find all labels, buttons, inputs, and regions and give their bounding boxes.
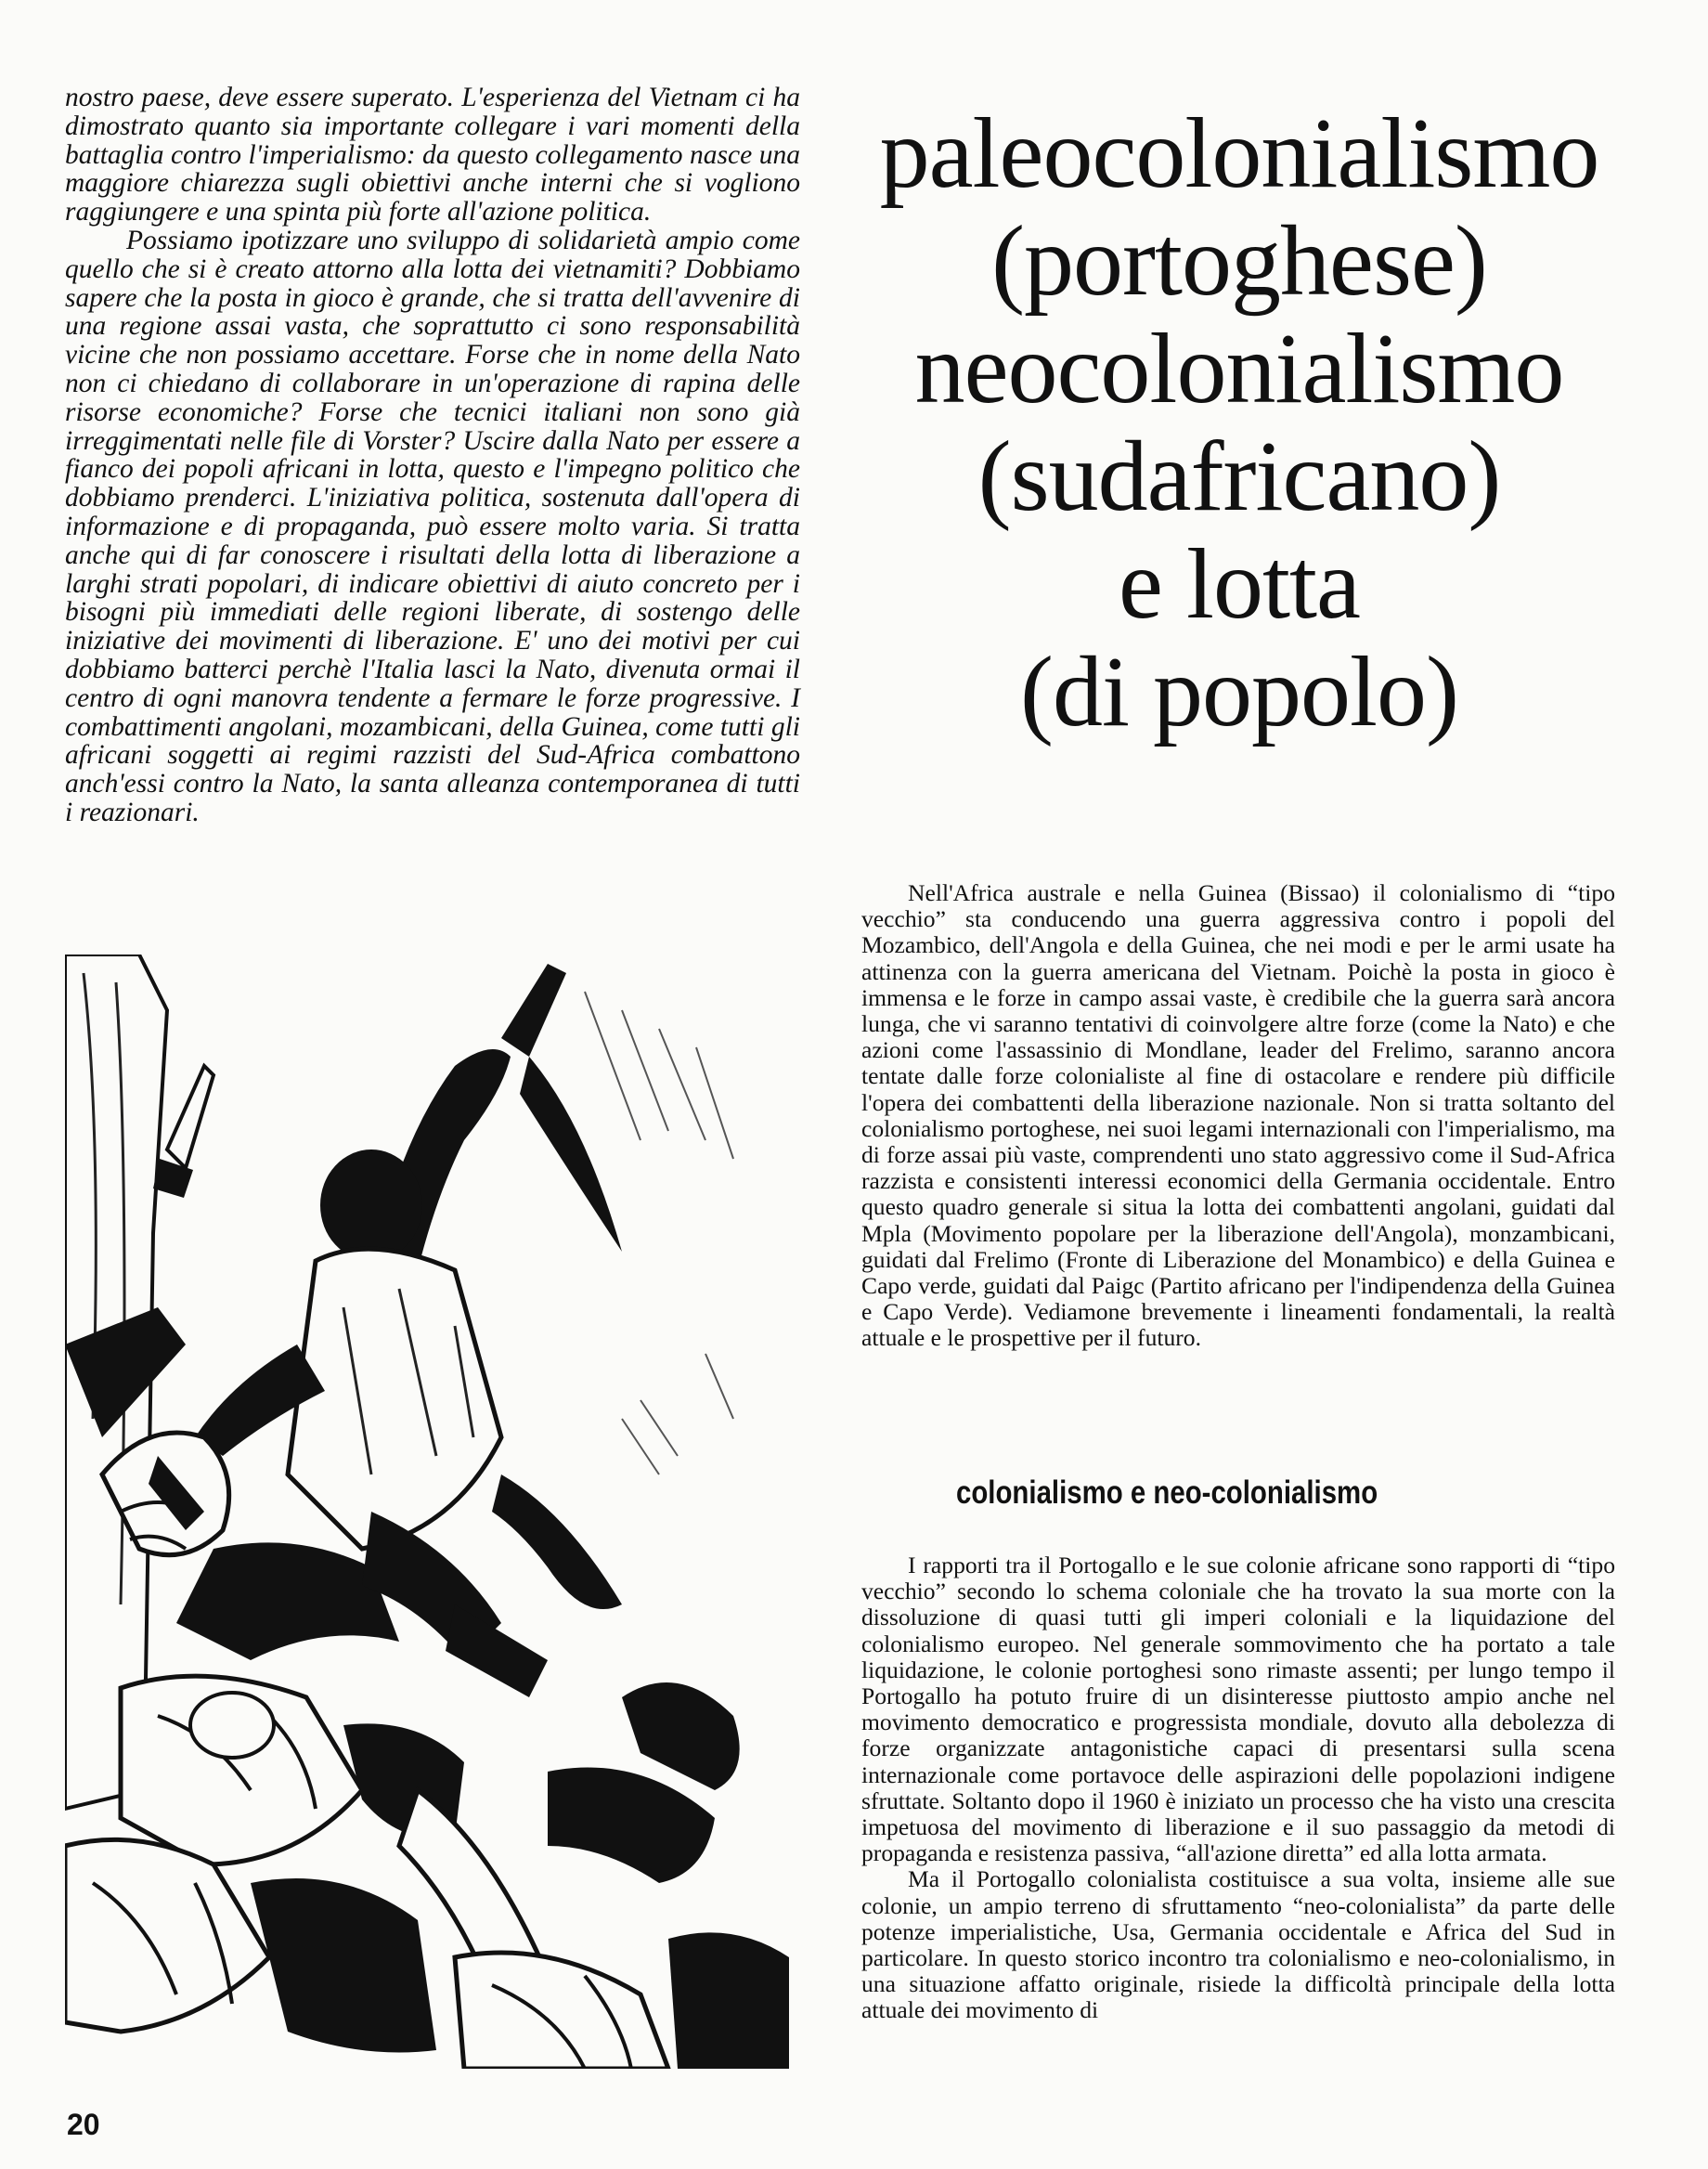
headline-line-3: neocolonialismo bbox=[914, 314, 1564, 424]
left-text-column bbox=[65, 84, 800, 827]
article-headline bbox=[840, 100, 1638, 747]
headline-line-6: (di popolo) bbox=[1020, 637, 1458, 747]
fight-illustration bbox=[65, 955, 789, 2069]
intro-column bbox=[861, 880, 1615, 1352]
left-paragraph-2: Possiamo ipotizzare uno sviluppo di solidarietà ampio come quello che si è creato attorno alla lotta dei vietnamiti? Dobbiamo sapere che la posta in gioco è grande, che si tratta dell'avvenire di una regione assai vasta, che soprattutto ci sono responsabilità vicine che non possiamo accettare. Forse che in nome della Nato non ci chiedano di collaborare in un'operazione di rapina delle risorse economiche? Forse che tecnici italiani non sono già irreggimentati nelle file di Vorster? Uscire dalla Nato per essere a fianco dei popoli africani in lotta, questo e l'impegno politico che dobbiamo prenderci. L'iniziativa politica, sostenuta dall'opera di informazione e di propaganda, può essere molto varia. Si tratta anche qui di far conoscere i risultati della lotta di liberazione a larghi strati popolari, di indicare obiettivi di aiuto concreto per i bisogni più immediati delle regioni liberate, di sostengo delle iniziative dei movimenti di liberazione. E' uno dei motivi per cui dobbiamo batterci perchè l'Italia lasci la Nato, divenuta ormai il centro di ogni manovra tendente a fermare le forze progressive. I combattimenti angolani, mozambicani, della Guinea, come tutti gli africani soggetti ai regimi razzisti del Sud-Africa combattono anch'essi contro la Nato, la santa alleanza contemporanea di tutti i reazionari. bbox=[65, 225, 800, 827]
section-paragraph-2: Ma il Portogallo colonialista costituisce a sua volta, insieme alle sue colonie, un ampio terreno di sfruttamento “neo-colonialista” da parte delle potenze imperialistiche, Usa, Germania occidentale e Africa del Sud in particolare. In questo storico incontro tra colonialismo e neo-colonialismo, in una situazione affatto originale, risiede la difficoltà principale della lotta attuale dei movimento di bbox=[861, 1865, 1615, 2024]
headline-line-2: (portoghese) bbox=[991, 206, 1487, 317]
headline-line-4: (sudafricano) bbox=[977, 422, 1501, 532]
intro-paragraph: Nell'Africa australe e nella Guinea (Bissao) il colonialismo di “tipo vecchio” sta conducendo una guerra aggressiva contro i popoli del Mozambico, dell'Angola e della Guinea, che nei modi e per le armi usate ha attinenza con la guerra americana del Vietnam. Poichè la posta in gioco è immensa e le forze in campo assai vaste, è credibile che la guerra sarà ancora lunga, che vi saranno tentativi di coinvolgere altre forze (come la Nato) e che azioni come l'assassinio di Mondlane, leader del Frelimo, saranno ancora tentate dalle forze colonialiste al fine di ostacolare e rendere più difficile l'opera dei combattenti della liberazione nazionale. Non si tratta soltanto del colonialismo portoghese, nei suoi legami internazionali con l'imperialismo, ma di forze assai più vaste, comprendenti uno stato aggressivo come il Sud-Africa razzista e consistenti interessi economici della Germania occidentale. Entro questo quadro generale si situa la lotta dei combattenti angolani, guidati dal Mpla (Movimento popolare per la liberazione dell'Angola), monzambicani, guidati dal Frelimo (Fronte di Liberazione del Monambico) e della Guinea e Capo verde, guidati dal Paigc (Partito africano per l'indipendenza della Guinea e Capo Verde). Vediamone brevemente i lineamenti fondamentali, la realtà attuale e le prospettive per il futuro. bbox=[861, 879, 1615, 1352]
headline-line-5: e lotta bbox=[1119, 529, 1360, 640]
section-paragraph-1: I rapporti tra il Portogallo e le sue colonie africane sono rapporti di “tipo vecchio” secondo lo schema coloniale che ha trovato la sua morte con la dissoluzione di quasi tutti gli imperi coloniali e la liquidazione del colonialismo europeo. Nel generale sommovimento che ha portato a tale liquidazione, le colonie portoghesi sono rimaste assenti; per lungo tempo il Portogallo ha potuto fruire di un disinteresse piuttosto ampio anche nel movimento democratico e progressista mondiale, dovuto alla debolezza di forze organizzate antagonistiche capaci di presentarsi sulla scena internazionale come portavoce delle aspirazioni delle popolazioni indigene sfruttate. Soltanto dopo il 1960 è iniziato un processo che ha visto una crescita impetuosa del movimento di liberazione e il suo passaggio da metodi di propaganda e resistenza passiva, “all'azione diretta” ed alla lotta armata. bbox=[861, 1552, 1615, 1867]
left-paragraph-1: nostro paese, deve essere superato. L'esperienza del Vietnam ci ha dimostrato quanto sia importante collegare i vari momenti della battaglia contro l'imperialismo: da questo collegamento nasce una maggiore chiarezza sugli obiettivi anche interni che si vogliono raggiungere e una spinta più forte all'azione politica. bbox=[65, 83, 800, 227]
section-heading: colonialismo e neo-colonialismo bbox=[956, 1474, 1378, 1511]
page-number: 20 bbox=[67, 2108, 100, 2141]
headline-line-1: paleocolonialismo bbox=[879, 98, 1599, 209]
section-body bbox=[861, 1552, 1615, 2024]
illustration-drawing bbox=[65, 955, 789, 2069]
